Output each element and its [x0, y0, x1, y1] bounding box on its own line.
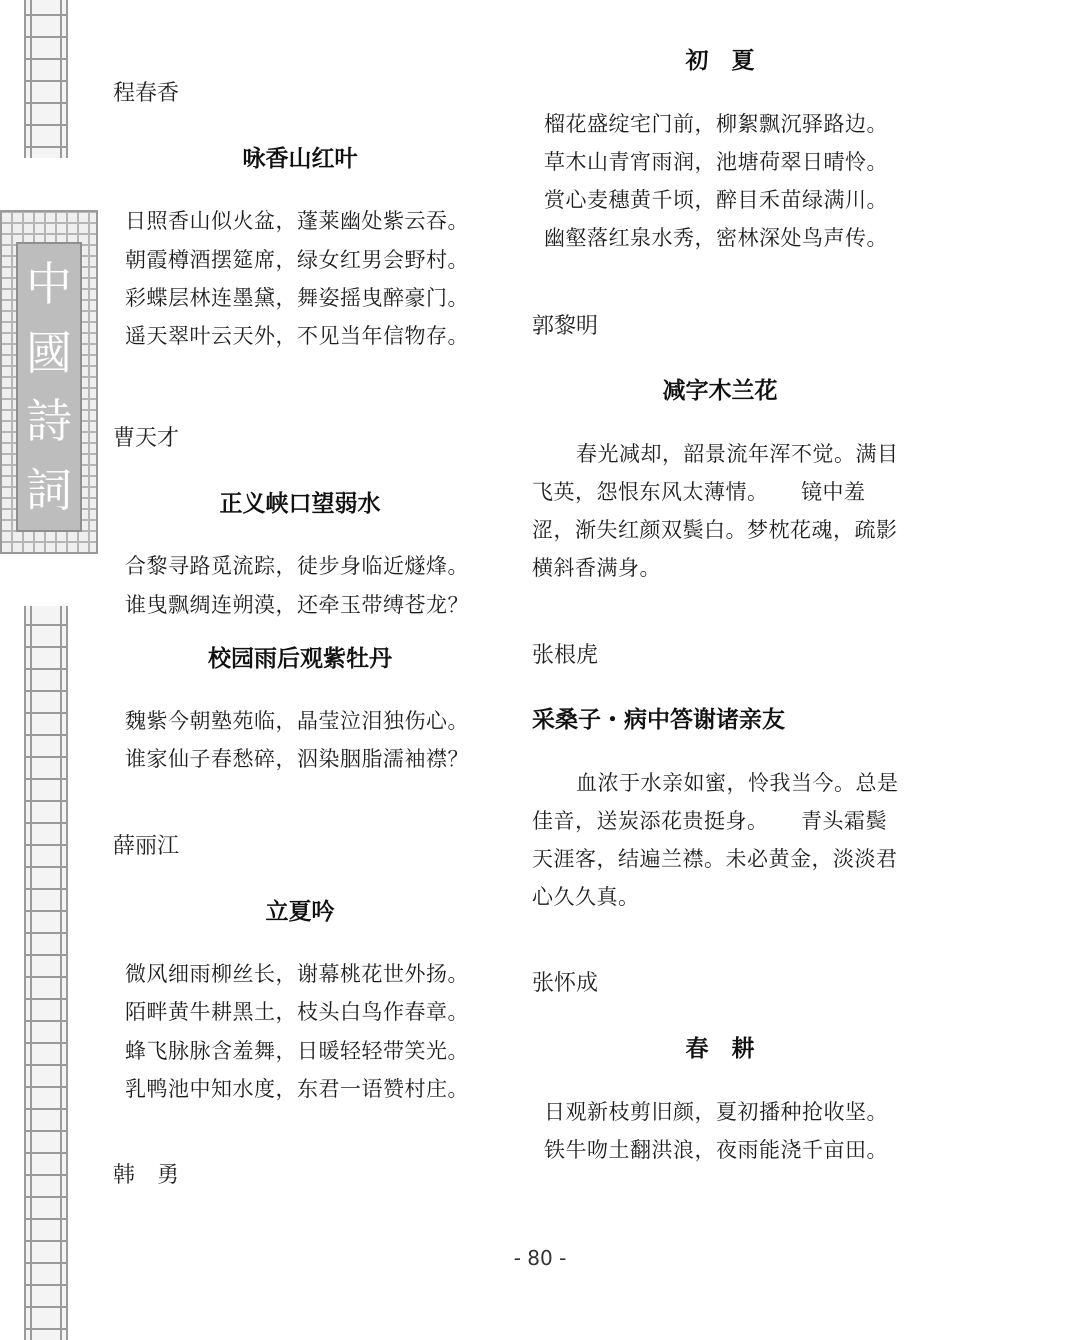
- poem-line: 朝霞樽酒摆筵席，绿女红男会野村。: [125, 248, 469, 272]
- poem-line: 日观新枝剪旧颜，夏初播种抢收坚。: [544, 1100, 888, 1124]
- emblem-char: 國: [26, 325, 72, 380]
- poem-line: 彩蝶层林连墨黛，舞姿摇曳醉豪门。: [125, 286, 469, 310]
- poem-author: 程春香: [113, 81, 180, 106]
- emblem-char: 詩: [26, 394, 72, 449]
- poem-author: 张根虎: [532, 643, 599, 668]
- poem-title: 初 夏: [685, 48, 755, 74]
- poem-author: 薛丽江: [113, 834, 180, 859]
- poem-title: 正义峡口望弱水: [219, 491, 381, 517]
- poem-author: 曹天才: [113, 426, 180, 451]
- poem-line: 春光减却，韶景流年浑不觉。满目: [576, 442, 899, 466]
- poem-title: 采桑子・病中答谢诸亲友: [532, 707, 785, 733]
- poem-line: 幽壑落红泉水秀，密林深处鸟声传。: [544, 226, 888, 250]
- poem-line: 魏紫今朝塾苑临，晶莹泣泪独伤心。: [125, 709, 469, 733]
- poem-title: 减字木兰花: [662, 378, 778, 404]
- poem-line: 陌畔黄牛耕黑土，枝头白鸟作春章。: [125, 1000, 469, 1024]
- poem-line: 心久久真。: [532, 885, 640, 909]
- poem-line: 血浓于水亲如蜜，怜我当今。总是: [576, 771, 899, 795]
- poem-line: 谁家仙子春愁碎，泅染胭脂濡袖襟？: [125, 747, 469, 771]
- poem-author: 张怀成: [532, 971, 599, 996]
- poem-author: 郭黎明: [532, 314, 599, 339]
- poem-line: 天涯客，结遍兰襟。未必黄金，淡淡君: [532, 847, 898, 871]
- decorative-border-top: [24, 0, 68, 158]
- poem-line: 飞英，怨恨东风太薄情。 镜中羞: [532, 480, 866, 504]
- emblem-char: 中: [26, 257, 72, 312]
- poem-line: 榴花盛绽宅门前，柳絮飘沉驿路边。: [544, 112, 888, 136]
- poem-line: 合黎寻路觅流踪，徒步身临近燧烽。: [125, 554, 469, 578]
- poem-title: 春 耕: [685, 1036, 755, 1062]
- poem-author: 韩 勇: [113, 1163, 180, 1188]
- poem-title: 咏香山红叶: [242, 146, 358, 172]
- page-number: - 80 -: [513, 1246, 567, 1270]
- poem-title: 校园雨后观紫牡丹: [208, 646, 392, 672]
- poem-line: 乳鸭池中知水度，东君一语赞村庄。: [125, 1077, 469, 1101]
- emblem-char: 詞: [26, 462, 72, 517]
- poem-line: 遥天翠叶云天外，不见当年信物存。: [125, 324, 469, 348]
- poem-title: 立夏吟: [265, 899, 335, 925]
- decorative-border-bottom: [24, 606, 68, 1340]
- journal-emblem: [0, 210, 98, 554]
- poem-line: 微风细雨柳丝长，谢幕桃花世外扬。: [125, 962, 469, 986]
- poem-line: 佳音，送炭添花贵挺身。 青头霜鬓: [532, 809, 887, 833]
- emblem-calligraphy: [16, 242, 82, 532]
- poem-line: 谁曳飘绸连朔漠，还牵玉带缚苍龙？: [125, 593, 469, 617]
- poem-line: 草木山青宵雨润，池塘荷翠日晴怜。: [544, 150, 888, 174]
- poem-line: 蜂飞脉脉含羞舞，日暖轻轻带笑光。: [125, 1039, 469, 1063]
- poem-line: 铁牛吻土翻洪浪，夜雨能浇千亩田。: [544, 1138, 888, 1162]
- poem-line: 涩，渐失红颜双鬓白。梦枕花魂，疏影: [532, 518, 898, 542]
- poem-line: 横斜香满身。: [532, 556, 661, 580]
- poem-line: 日照香山似火盆，蓬莱幽处紫云吞。: [125, 209, 469, 233]
- poem-line: 赏心麦穗黄千顷，醉目禾苗绿满川。: [544, 188, 888, 212]
